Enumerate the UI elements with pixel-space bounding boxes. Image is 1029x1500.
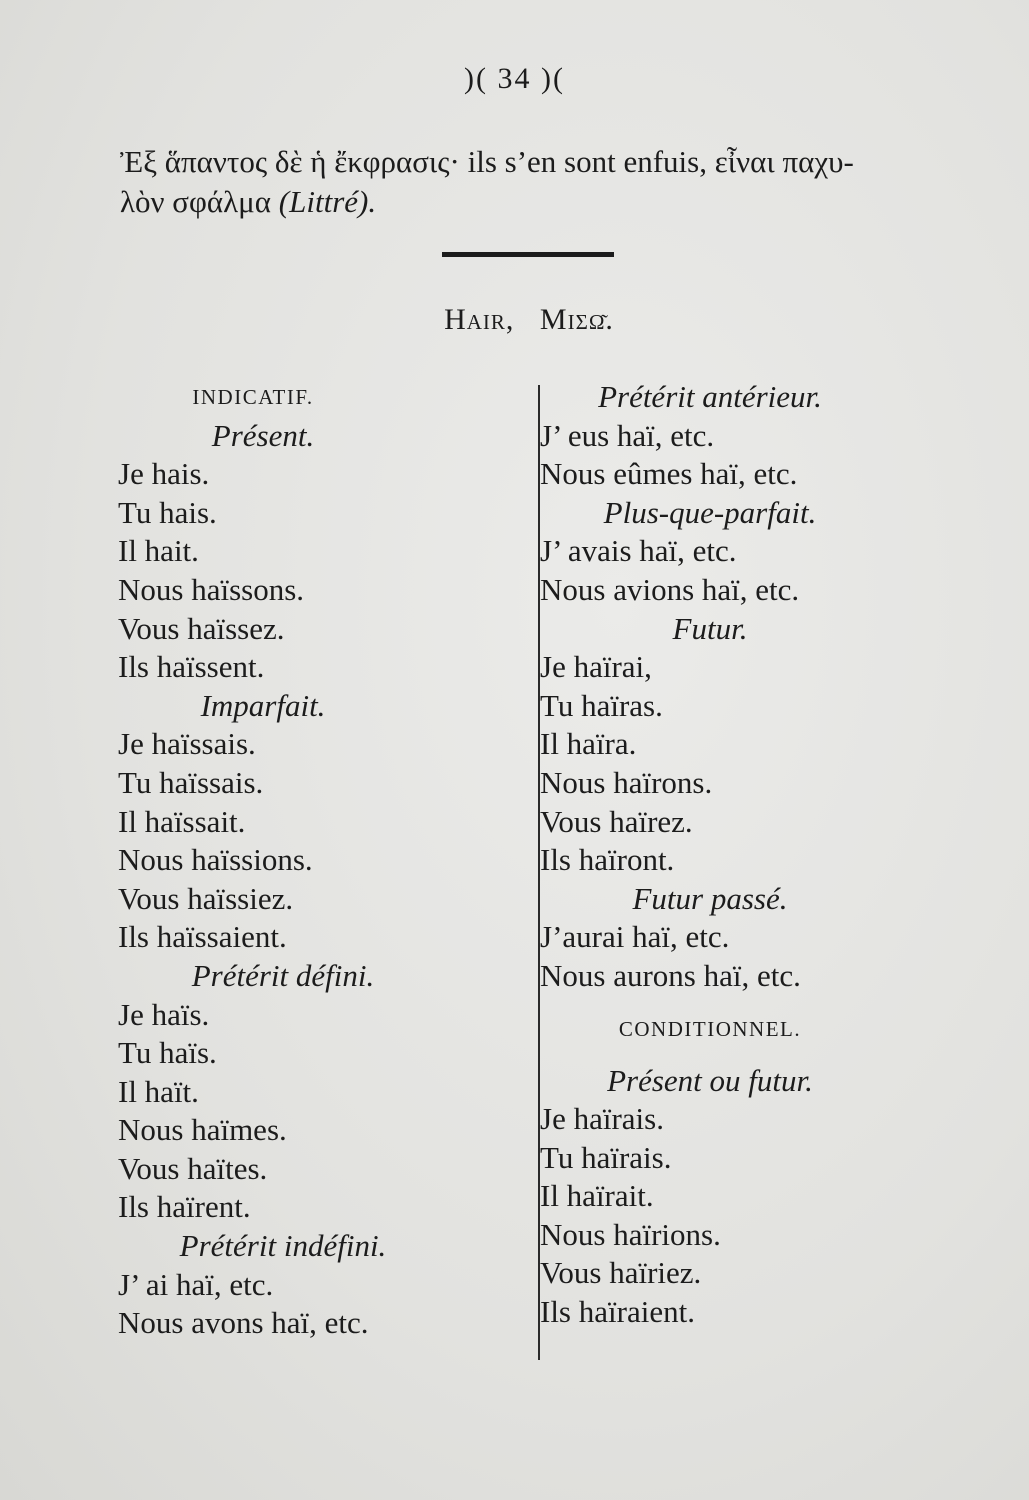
intro-line-2 [120, 182, 960, 222]
left-form-17: Tu haïs. [118, 1035, 217, 1071]
section-rule [442, 252, 614, 257]
left-form-19: Nous haïmes. [118, 1112, 287, 1148]
right-tense-3: Plus-que-parfait. [603, 494, 817, 530]
left-form-16: Je haïs. [118, 996, 210, 1032]
left-tense-8: Imparfait. [200, 687, 326, 723]
right-form-9: Il haïra. [540, 726, 637, 762]
intro-french: ils s’en sont enfuis, [459, 144, 715, 179]
right-form-22: Vous haïriez. [540, 1255, 702, 1291]
right-form-8: Tu haïras. [540, 687, 663, 723]
right-form-21: Nous haïrions. [540, 1216, 721, 1252]
left-tense-15: Prétérit défini. [191, 957, 375, 993]
left-form-23: J’ ai haï, etc. [118, 1266, 274, 1302]
right-form-7: Je haïrai, [540, 649, 652, 685]
left-form-2: Je hais. [118, 456, 210, 492]
left-form-10: Tu haïssais. [118, 764, 264, 800]
page-number: )( 34 )( [464, 62, 565, 95]
right-form-12: Ils haïront. [540, 842, 675, 878]
left-form-12: Nous haïssions. [118, 842, 313, 878]
right-tense-6: Futur. [672, 610, 748, 646]
intro-line-1 [120, 142, 960, 182]
right-mood-16: CONDITIONNEL. [618, 1016, 802, 1041]
verb-heading [0, 303, 1029, 337]
right-form-11: Vous haïrez. [540, 803, 693, 839]
left-form-14: Ils haïssaient. [118, 919, 287, 955]
verb-greek: Μισῶ. [539, 303, 614, 336]
left-form-4: Il hait. [118, 533, 199, 569]
right-form-23: Ils haïraient. [540, 1294, 695, 1330]
verb-french: Hair, [444, 303, 515, 336]
right-form-5: Nous avions haï, etc. [540, 571, 800, 607]
right-form-18: Je haïrais. [540, 1101, 664, 1137]
left-form-11: Il haïssait. [118, 803, 246, 839]
right-column [540, 378, 900, 1332]
left-form-6: Vous haïssez. [118, 610, 285, 646]
left-tense-22: Prétérit indéfini. [179, 1228, 387, 1264]
right-tense-13: Futur passé. [632, 880, 788, 916]
left-form-3: Tu hais. [118, 494, 217, 530]
left-column [118, 378, 518, 1343]
left-form-9: Je haïssais. [118, 726, 256, 762]
intro-paragraph [120, 142, 960, 222]
left-tense-1: Présent. [211, 417, 315, 453]
right-form-15: Nous aurons haï, etc. [540, 957, 801, 993]
right-form-14: J’aurai haï, etc. [540, 919, 730, 955]
right-form-4: J’ avais haï, etc. [540, 533, 737, 569]
right-tense-0: Prétérit antérieur. [598, 379, 822, 414]
left-form-7: Ils haïssent. [118, 649, 265, 685]
right-form-20: Il haïrait. [540, 1178, 654, 1214]
right-form-10: Nous haïrons. [540, 764, 713, 800]
right-tense-17: Présent ou futur. [607, 1062, 813, 1098]
right-form-2: Nous eûmes haï, etc. [540, 456, 798, 492]
intro-greek-2: λὸν σφάλμα [120, 184, 272, 219]
left-form-5: Nous haïssons. [118, 571, 305, 607]
right-form-1: J’ eus haï, etc. [540, 417, 715, 453]
left-form-20: Vous haïtes. [118, 1150, 268, 1186]
left-form-13: Vous haïssiez. [118, 880, 294, 916]
right-form-19: Tu haïrais. [540, 1139, 672, 1175]
left-mood-0: INDICATIF. [192, 385, 314, 409]
intro-greek-end: εἶναι παχυ- [714, 144, 854, 179]
left-form-21: Ils haïrent. [118, 1189, 251, 1225]
left-form-18: Il haït. [118, 1073, 199, 1109]
intro-reference: (Littré). [271, 184, 377, 219]
left-form-24: Nous avons haï, etc. [118, 1305, 369, 1341]
intro-greek: Ἐξ ἅπαντος δὲ ἡ ἔκφρασις· [120, 144, 460, 179]
